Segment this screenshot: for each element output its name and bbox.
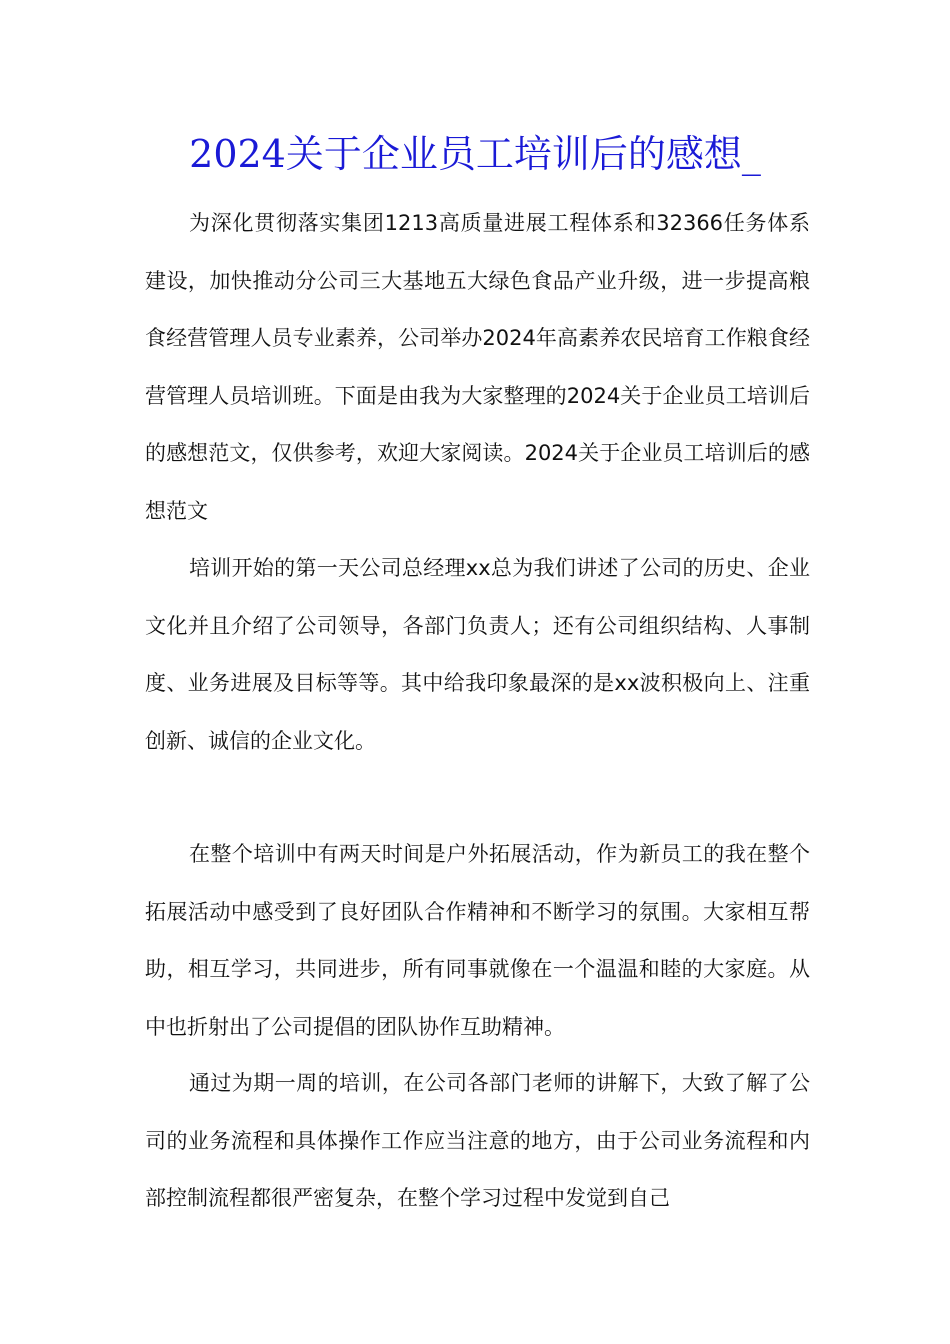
paragraph-text: 为深化贯彻落实集团1213高质量进展工程体系和32366任务体系建设，加快推动分公司三大基地五大绿色食品产业升级，进一步提高粮食经营管理人员专业素养，公司举办2024年高素养农民培育工作粮食经营管理人员培训班。下面是由我为大家整理的2024关于企业员工培训后的感想范文，仅供参考，欢迎大家阅读。2024关于企业员工培训后的感想范文 <box>145 211 810 523</box>
paragraph-training-week <box>145 1055 810 1228</box>
document-title: 2024关于企业员工培训后的感想_ <box>189 132 761 176</box>
paragraph-text: 培训开始的第一天公司总经理xx总为我们讲述了公司的历史、企业文化并且介绍了公司领导，各部门负责人；还有公司组织结构、人事制度、业务进展及目标等等。其中给我印象最深的是xx波积极向上、注重创新、诚信的企业文化。 <box>145 556 810 753</box>
paragraph-outdoor-activity <box>145 826 810 1056</box>
paragraph-text: 在整个培训中有两天时间是户外拓展活动，作为新员工的我在整个拓展活动中感受到了良好团队合作精神和不断学习的氛围。大家相互帮助，相互学习，共同进步，所有同事就像在一个温温和睦的大家庭。从中也折射出了公司提倡的团队协作互助精神。 <box>145 842 810 1039</box>
paragraph-text: 通过为期一周的培训，在公司各部门老师的讲解下，大致了解了公司的业务流程和具体操作工作应当注意的地方，由于公司业务流程和内部控制流程都很严密复杂，在整个学习过程中发觉到自己 <box>145 1071 810 1210</box>
paragraph-first-day <box>145 540 810 770</box>
paragraph-intro <box>145 195 810 540</box>
